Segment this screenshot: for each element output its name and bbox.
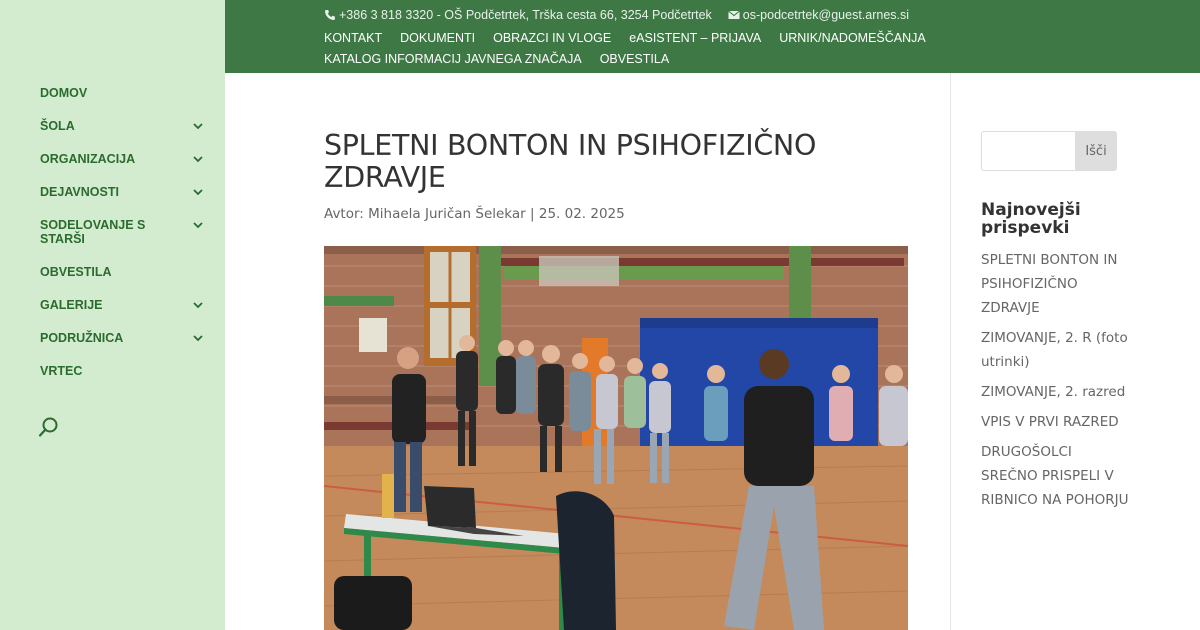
sidebar-item-label: VRTEC xyxy=(40,364,83,378)
post-meta xyxy=(324,206,908,222)
sidebar-item-label: ŠOLA xyxy=(40,119,75,133)
search-input[interactable] xyxy=(981,131,1075,171)
sidebar-item-label: SODELOVANJE S STARŠI xyxy=(40,218,146,246)
topnav-item-4[interactable]: URNIK/NADOMEŠČANJA xyxy=(779,31,926,45)
top-navigation xyxy=(324,28,964,70)
author-link[interactable]: Mihaela Juričan Šelekar xyxy=(368,206,526,222)
post-content xyxy=(324,130,908,222)
recent-post-link[interactable]: SPLETNI BONTON IN PSIHOFIZIČNO ZDRAVJE xyxy=(981,252,1118,316)
phone-icon xyxy=(324,9,336,21)
recent-posts-title: Najnovejši prispevki xyxy=(981,200,1081,238)
recent-post-link[interactable]: DRUGOŠOLCI SREČNO PRISPELI V RIBNICO NA POHORJU xyxy=(981,444,1129,508)
post-title: SPLETNI BONTON IN PSIHOFIZIČNO ZDRAVJE xyxy=(324,129,817,194)
chevron-down-icon[interactable] xyxy=(192,186,204,198)
sidebar-item-2[interactable] xyxy=(40,152,210,166)
sidebar-item-1[interactable] xyxy=(40,119,210,133)
topnav-item-2[interactable]: OBRAZCI IN VLOGE xyxy=(493,31,612,45)
recent-post-link[interactable]: VPIS V PRVI RAZRED xyxy=(981,414,1119,430)
column-divider xyxy=(950,73,951,630)
post-date: 25. 02. 2025 xyxy=(538,206,625,222)
sidebar-item-4[interactable] xyxy=(40,218,210,246)
topnav-item-6[interactable]: OBVESTILA xyxy=(599,52,670,66)
chevron-down-icon[interactable] xyxy=(192,299,204,311)
search-icon[interactable] xyxy=(38,416,60,438)
chevron-down-icon[interactable] xyxy=(192,219,204,231)
phone-address-text: +386 3 818 3320 - OŠ Podčetrtek, Trška cesta 66, 3254 Podčetrtek xyxy=(339,8,712,22)
chevron-down-icon[interactable] xyxy=(192,120,204,132)
author-prefix: Avtor: xyxy=(324,206,369,222)
sidebar-item-7[interactable] xyxy=(40,331,210,345)
sidebar-item-label: PODRUŽNICA xyxy=(40,331,124,345)
chevron-down-icon[interactable] xyxy=(192,153,204,165)
mail-icon xyxy=(728,9,740,21)
sidebar-item-label: DEJAVNOSTI xyxy=(40,185,119,199)
sidebar-item-label: DOMOV xyxy=(40,86,88,100)
recent-post-link[interactable]: ZIMOVANJE, 2. R (foto utrinki) xyxy=(981,330,1128,370)
featured-image[interactable] xyxy=(324,246,908,630)
chevron-down-icon[interactable] xyxy=(192,332,204,344)
gym-photo xyxy=(324,246,908,630)
sidebar-item-5[interactable] xyxy=(40,265,210,279)
left-sidebar xyxy=(0,0,225,630)
sidebar-item-3[interactable] xyxy=(40,185,210,199)
sidebar-item-label: ORGANIZACIJA xyxy=(40,152,136,166)
sidebar-item-6[interactable] xyxy=(40,298,210,312)
email-text[interactable]: os-podcetrtek@guest.arnes.si xyxy=(742,8,910,22)
recent-post-link[interactable]: ZIMOVANJE, 2. razred xyxy=(981,384,1126,400)
contact-line xyxy=(324,8,909,22)
sidebar-item-label: GALERIJE xyxy=(40,298,103,312)
email-link[interactable] xyxy=(728,8,909,22)
sidebar-item-0[interactable] xyxy=(40,86,210,100)
sidebar-item-label: OBVESTILA xyxy=(40,265,112,279)
sidebar-item-8[interactable] xyxy=(40,364,210,378)
recent-posts-list xyxy=(981,248,1129,518)
topnav-item-1[interactable]: DOKUMENTI xyxy=(400,31,476,45)
topnav-item-5[interactable]: KATALOG INFORMACIJ JAVNEGA ZNAČAJA xyxy=(324,52,582,66)
meta-separator: | xyxy=(525,206,539,222)
top-bar xyxy=(225,0,1200,73)
sidebar-menu xyxy=(40,86,210,397)
topnav-item-3[interactable]: eASISTENT – PRIJAVA xyxy=(629,31,762,45)
topnav-item-0[interactable]: KONTAKT xyxy=(324,31,383,45)
search-button[interactable]: Išči xyxy=(1075,131,1117,171)
search-form xyxy=(981,131,1117,171)
